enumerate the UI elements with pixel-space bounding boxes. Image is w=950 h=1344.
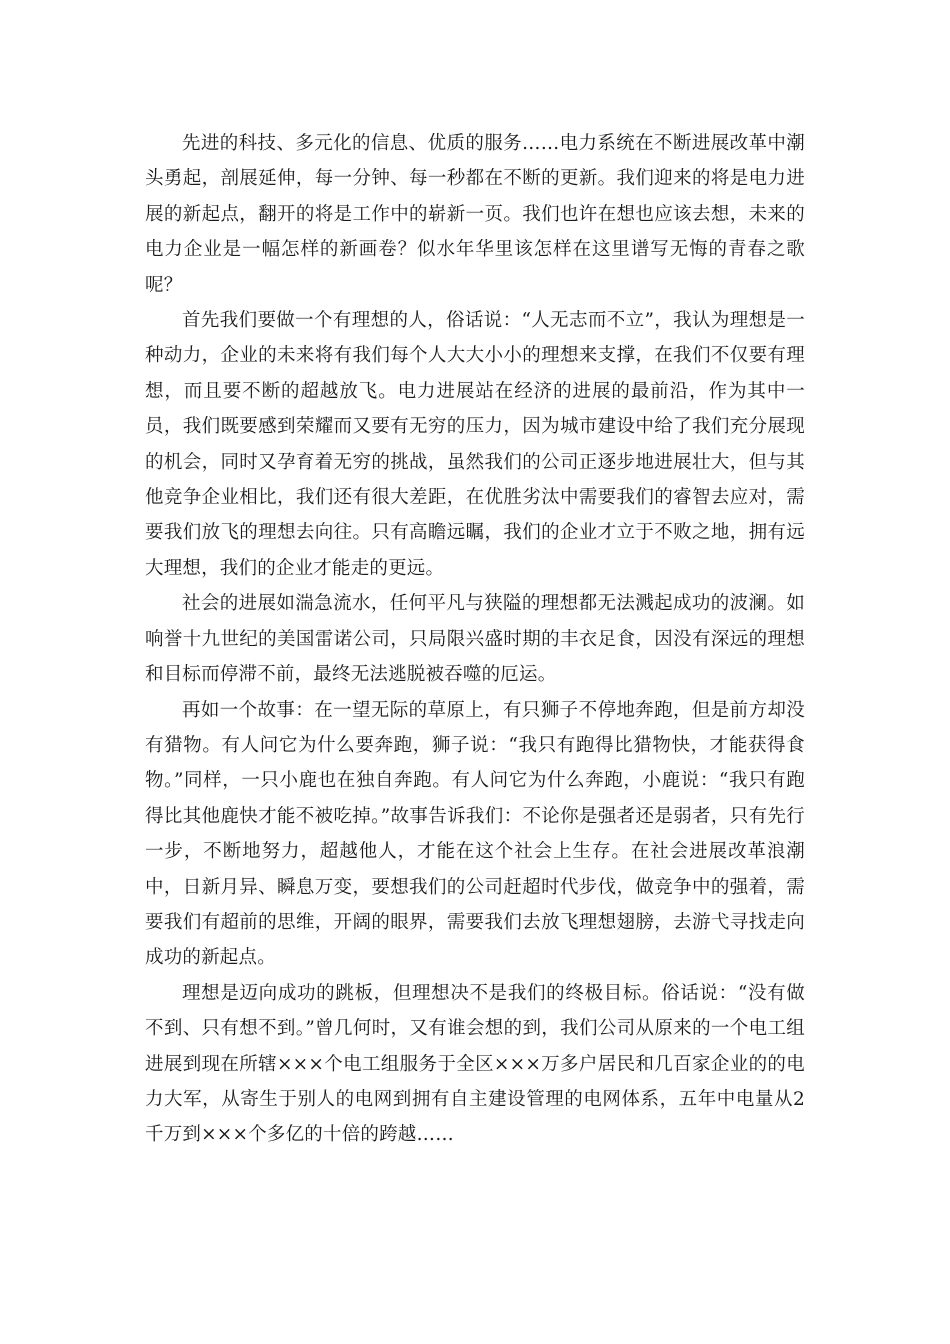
document-body xyxy=(145,126,805,1153)
paragraph-1: 先进的科技、多元化的信息、优质的服务……电力系统在不断进展改革中潮头勇起，剖展延伸，每一分钟、每一秒都在不断的更新。我们迎来的将是电力进展的新起点，翻开的将是工作中的崭新一页。我们也许在想也应该去想，未来的电力企业是一幅怎样的新画卷？似水年华里该怎样在这里谱写无悔的青春之歌呢？ xyxy=(145,133,805,296)
paragraph-3: 社会的进展如湍急流水，任何平凡与狭隘的理想都无法溅起成功的波澜。如响誉十九世纪的美国雷诺公司，只局限兴盛时期的丰衣足食，因没有深远的理想和目标而停滞不前，最终无法逃脱被吞噬的厄运。 xyxy=(145,593,805,686)
paragraph-2: 首先我们要做一个有理想的人，俗话说：“人无志而不立”，我认为理想是一种动力，企业的未来将有我们每个人大大小小的理想来支撑，在我们不仅要有理想，而且要不断的超越放飞。电力进展站在经济的进展的最前沿，作为其中一员，我们既要感到荣耀而又要有无穷的压力，因为城市建设中给了我们充分展现的机会，同时又孕育着无穷的挑战，虽然我们的公司正逐步地进展壮大，但与其他竞争企业相比，我们还有很大差距，在优胜劣汰中需要我们的睿智去应对，需要我们放飞的理想去向往。只有高瞻远瞩，我们的企业才立于不败之地，拥有远大理想，我们的企业才能走的更远。 xyxy=(145,310,805,579)
paragraph-5: 理想是迈向成功的跳板，但理想决不是我们的终极目标。俗话说：“没有做不到、只有想不到。”曾几何时，又有谁会想的到，我们公司从原来的一个电工组进展到现在所辖×××个电工组服务于全区×××万多户居民和几百家企业的的电力大军，从寄生于别人的电网到拥有自主建设管理的电网体系，五年中电量从2千万到×××个多亿的十倍的跨越…… xyxy=(145,982,805,1146)
paragraph-4: 再如一个故事：在一望无际的草原上，有只狮子不停地奔跑，但是前方却没有猎物。有人问它为什么要奔跑，狮子说：“我只有跑得比猎物快，才能获得食物。”同样，一只小鹿也在独自奔跑。有人问它为什么奔跑，小鹿说：“我只有跑得比其他鹿快才能不被吃掉。”故事告诉我们：不论你是强者还是弱者，只有先行一步，不断地努力，超越他人，才能在这个社会上生存。在社会进展改革浪潮中，日新月异、瞬息万变，要想我们的公司赶超时代步伐，做竞争中的强着，需要我们有超前的思维，开阔的眼界，需要我们去放飞理想翅膀，去游弋寻找走向成功的新起点。 xyxy=(145,699,805,969)
